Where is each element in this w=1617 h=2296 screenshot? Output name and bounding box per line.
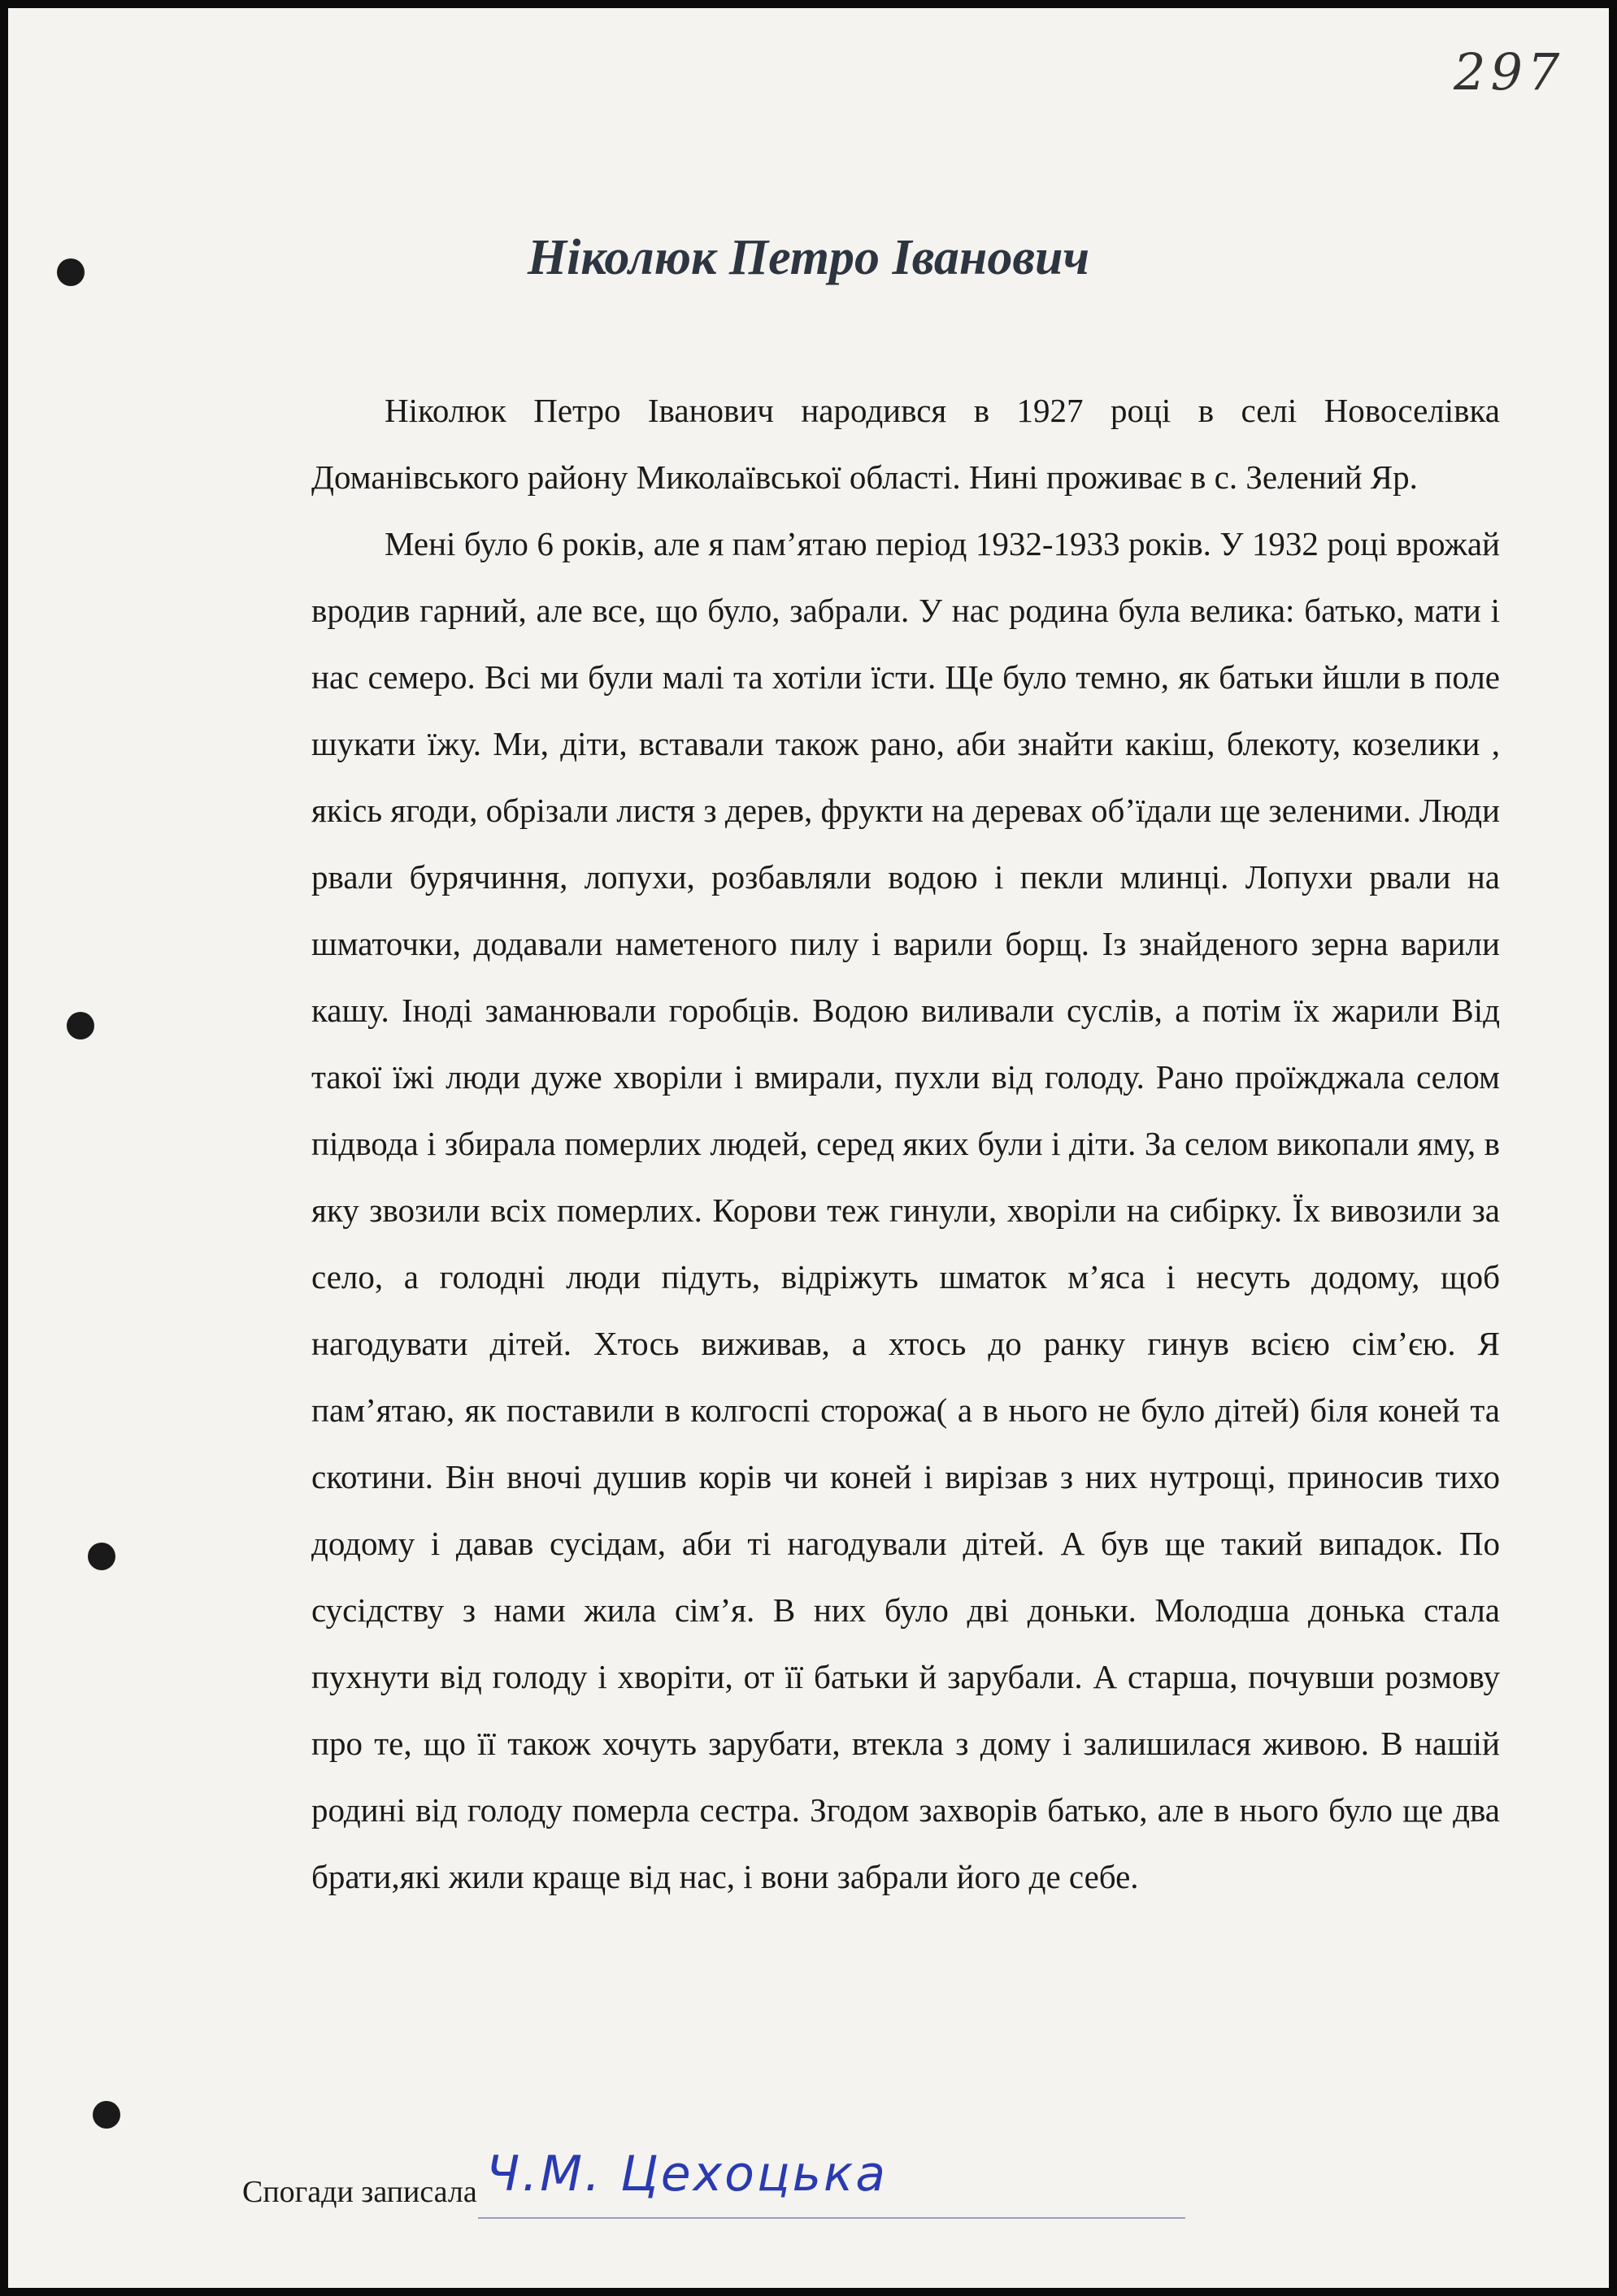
document-title: Ніколюк Петро Іванович: [527, 230, 1090, 285]
punch-hole: [93, 2101, 120, 2129]
document-page: [8, 8, 1609, 2288]
recorded-by-label: Спогади записала: [242, 2175, 477, 2209]
paragraph: Ніколюк Петро Іванович народився в 1927 році в селі Новоселівка Доманівського району Миколаївської області. Нині проживає в с. Зелений Яр.: [311, 392, 1500, 496]
signature: Ч.М. Цехоцька: [486, 2146, 889, 2203]
document-body: [311, 377, 1500, 1910]
punch-hole: [88, 1543, 115, 1570]
signature-line: [478, 2217, 1185, 2219]
paragraph: Мені було 6 років, але я пам’ятаю період 1932-1933 років. У 1932 році врожай вродив гарний, але все, що було, забрали. У нас родина була велика: батько, мати і нас семеро. Всі ми були малі та хотіли їсти. Ще було темно, як батьки йшли в поле шукати їжу. Ми, діти, вставали також рано, аби знайти какіш, блекоту, козелики , якісь ягоди, обрізали листя з дерев, фрукти на деревах об’їдали ще зеленими. Люди рвали бурячиння, лопухи, розбавляли водою і пекли млинці. Лопухи рвали на шматочки, додавали наметеного пилу і варили борщ. Із знайденого зерна варили кашу. Іноді заманювали горобців. Водою виливали суслів, а потім їх жарили Від такої їжі люди дуже хворіли і вмирали, пухли від голоду. Рано проїжджала селом підвода і збирала померлих людей, серед яких були і діти. За селом викопали яму, в яку звозили всіх померлих. Корови теж гинули, хворіли на сибірку. Їх вивозили за село, а голодні люди підуть, відріжуть шматок м’яса і несуть додому, щоб нагодувати дітей. Хтось виживав, а хтось до ранку гинув всією сім’єю. Я пам’ятаю, як поставили в колгоспі сторожа( а в нього не було дітей) біля коней та скотини. Він вночі душив корів чи коней і вирізав з них нутрощі, приносив тихо додому і давав сусідам, аби ті нагодували дітей. А був ще такий випадок. По сусідству з нами жила сім’я. В них було дві доньки. Молодша донька стала пухнути від голоду і хворіти, от її батьки й зарубали. А старша, почувши розмову про те, що її також хочуть зарубати, втекла з дому і залишилася живою. В нашій родині від голоду померла сестра. Згодом захворів батько, але в нього було ще два брати,які жили краще від нас, і вони забрали його де себе.: [311, 525, 1500, 1895]
archive-page-number: 297: [1454, 42, 1565, 102]
punch-hole: [67, 1012, 94, 1039]
